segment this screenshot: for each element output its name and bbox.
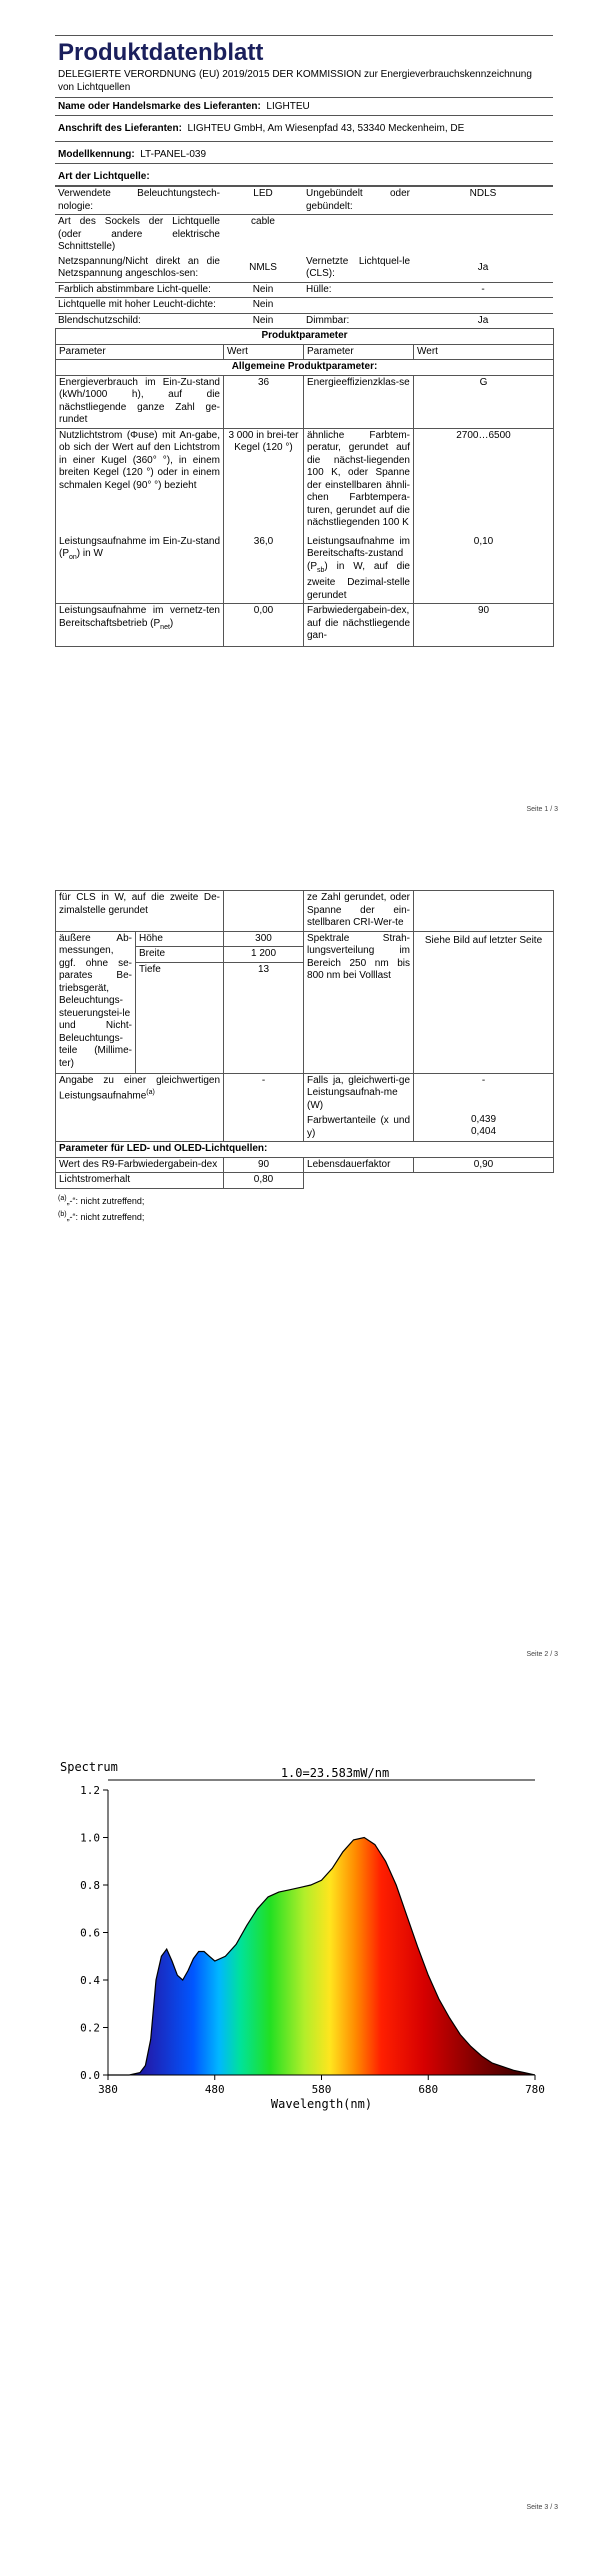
y-tick-label: 0.4: [80, 1974, 100, 1987]
psb-value: 0,10: [473, 535, 494, 547]
envelope-label: Hülle:: [303, 282, 413, 298]
x-tick-label: 680: [418, 2083, 439, 2096]
r9-label: Wert des R9-Farbwiedergabein-dex: [56, 1157, 224, 1173]
table-row: [55, 187, 553, 215]
table-row: [56, 1157, 554, 1173]
params-heading: Produktparameter: [56, 329, 554, 345]
col-param-2: Parameter: [304, 344, 414, 360]
flux-and-power-values: [224, 428, 304, 604]
pnet-label: Leistungsaufnahme im vernetz-ten Bereitschaftsbetrieb $(P_{net})$: [56, 604, 224, 647]
chroma-x: 0,439: [471, 1113, 497, 1125]
page-number-2: Seite 2 / 3: [526, 1651, 558, 1658]
cri-value: 90: [414, 604, 554, 647]
y-tick-label: 0.0: [80, 2069, 100, 2082]
cls-label: Vernetzte Lichtquel-le (CLS):: [306, 255, 410, 279]
equiv-power-value: -: [481, 1074, 486, 1086]
chart-annotation: 1.0=23.583mW/nm: [280, 1766, 390, 1780]
col-value-1: Wert: [224, 344, 304, 360]
x-tick-label: 480: [204, 2083, 225, 2096]
pon-value: 36,0: [253, 535, 274, 547]
table-row: [56, 891, 554, 932]
page-number-3: Seite 3 / 3: [526, 2504, 558, 2511]
table-row: [56, 1073, 554, 1142]
table-row: [56, 1173, 554, 1189]
lightsource-table: [55, 186, 553, 328]
lifetime-label: Lebensdauerfaktor: [304, 1157, 414, 1173]
footnotes: [55, 1192, 553, 1224]
footnote-a: $^{(a)}$„-“: nicht zutreffend;: [58, 1194, 145, 1206]
table-row: [56, 428, 554, 604]
page-2: [0, 835, 603, 1670]
col-value-2: Wert: [414, 344, 554, 360]
supplier-line: Name oder Handelsmarke des Lieferanten: LIGHTEU: [58, 101, 310, 112]
eclass-label: Energieeffizienzklas-se: [304, 375, 414, 428]
cri-label: Farbwiedergabein-dex, auf die nächstliegende gan-: [304, 604, 414, 647]
table-header-row: [56, 344, 554, 360]
color-value: Nein: [223, 282, 303, 298]
type-heading: Art der Lichtquelle:: [58, 171, 150, 182]
x-tick-label: 580: [311, 2083, 332, 2096]
r9-value: 90: [224, 1157, 304, 1173]
cct-and-standby-cell: [304, 428, 414, 604]
chroma-label: Farbwertanteile (x und y): [307, 1115, 411, 1139]
y-tick-label: 1.0: [80, 1831, 100, 1845]
cri-continued: ze Zahl gerundet, oder Spanne der ein-stellbaren CRI-Wer-te: [304, 891, 414, 932]
width-label: Breite: [136, 947, 224, 963]
width-value: 1 200: [224, 947, 304, 963]
spd-value: Siehe Bild auf letzter Seite: [414, 931, 554, 1073]
document-title: Produktdatenblatt: [58, 39, 264, 66]
y-tick-label: 0.8: [80, 1879, 100, 1892]
page-1: [0, 0, 603, 835]
psb-label: Leistungsaufnahme im Bereitschafts-zustand $(P_{sb})$ in W, auf die zweite Dezimal-stelle gerundet: [307, 535, 410, 601]
focus-value: NDLS: [413, 187, 553, 215]
pon-label: Leistungsaufnahme im Ein-Zu-stand $(P_{on})$ in W: [59, 535, 220, 561]
model-line: Modellkennung: LT-PANEL-039: [58, 149, 207, 160]
x-tick-label: 380: [98, 2083, 118, 2096]
pnet-value: 0,00: [224, 604, 304, 647]
table-row: [55, 255, 553, 283]
equiv-power-label: Falls ja, gleichwerti-ge Leistungsaufnah-me (W): [307, 1074, 411, 1111]
table-row: [56, 931, 554, 947]
y-tick-label: 0.6: [80, 1926, 100, 1940]
x-axis: [98, 2075, 545, 2096]
x-axis-label: Wavelength(nm): [270, 2097, 373, 2111]
product-params-table-cont: [55, 890, 554, 1189]
page-number-1: Seite 1 / 3: [526, 806, 558, 813]
product-params-table: [55, 328, 554, 647]
y-tick-label: 1.2: [80, 1784, 100, 1797]
led-heading: Parameter für LED- und OLED-Lichtquellen:: [56, 1142, 554, 1158]
dimmable-label: Dimmbar:: [303, 313, 413, 328]
general-heading: Allgemeine Produktparameter:: [56, 360, 554, 376]
color-label: Farblich abstimmbare Licht-quelle:: [55, 282, 223, 298]
equiv-chroma-values: [414, 1073, 554, 1142]
dimmable-value: Ja: [413, 313, 553, 328]
table-row: [55, 282, 553, 298]
flux-value: 3 000 in brei-ter Kegel (120 °): [228, 429, 299, 453]
y-axis: [80, 1784, 108, 2082]
high-luminance-value: Nein: [223, 298, 303, 314]
spd-label: Spektrale Strah-lungsverteilung im Bereich 250 nm bis 800 nm bei Volllast: [304, 931, 414, 1073]
envelope-value: -: [413, 282, 553, 298]
cct-and-standby-values: [414, 428, 554, 604]
depth-value: 13: [224, 962, 304, 1073]
address-line: Anschrift des Lieferanten: LIGHTEU GmbH, Am Wiesenpfad 43, 53340 Meckenheim, DE: [58, 123, 465, 134]
spectrum-chart: [60, 1755, 560, 2115]
cls-value: Ja: [477, 261, 489, 273]
chroma-y: 0,404: [471, 1126, 497, 1137]
high-luminance-label: Lichtquelle mit hoher Leucht-dichte:: [55, 298, 223, 314]
table-row: [55, 298, 553, 314]
flux-label: Nutzlichtstrom (Φuse) mit An-gabe, ob sich der Wert auf den Lichtstrom in einer Kugel (360° °), in einem breiten Kegel (120 °) oder in einem schmalen Kegel (90° °) bezieht: [59, 429, 220, 491]
equiv-power-cell: [304, 1073, 414, 1142]
table-row: [55, 313, 553, 328]
equiv-value: -: [224, 1073, 304, 1142]
cct-value: 2700…6500: [456, 429, 511, 441]
height-label: Höhe: [136, 931, 224, 947]
table-row: [56, 604, 554, 647]
glare-label: Blendschutzschild:: [55, 313, 223, 328]
depth-label: Tiefe: [136, 962, 224, 1073]
energy-value: 36: [224, 375, 304, 428]
col-param-1: Parameter: [56, 344, 224, 360]
mains-value: NMLS: [249, 261, 277, 273]
equiv-label: Angabe zu einer gleichwertigen Leistungsaufnahme$^{(a)}$: [56, 1073, 224, 1142]
tech-value: LED: [223, 187, 303, 215]
maintenance-value: 0,80: [224, 1173, 304, 1189]
mains-label: Netzspannung/Nicht direkt an die Netzspannung angeschlos-sen:: [58, 255, 220, 279]
datasheet-page-1: [55, 35, 553, 647]
eclass-value: G: [414, 375, 554, 428]
socket-label: Art des Sockels der Lichtquelle (oder andere elektrische Schnittstelle): [55, 215, 223, 255]
pnet-continued: für CLS in W, auf die zweite De-zimalstelle gerundet: [56, 891, 224, 932]
glare-value: Nein: [223, 313, 303, 328]
spectrum-area: [108, 1838, 535, 2076]
energy-label: Energieverbrauch im Ein-Zu-stand (kWh/1000 h), auf die nächstliegende ganze Zahl ge-rundet: [56, 375, 224, 428]
height-value: 300: [224, 931, 304, 947]
focus-label: Ungebündelt oder gebündelt:: [303, 187, 413, 215]
x-tick-label: 780: [525, 2083, 545, 2096]
table-row: [56, 375, 554, 428]
cct-label: ähnliche Farbtem-peratur, gerundet auf die nächst-liegenden 100 K, oder Spanne der einstellbaren ähnli-chen Farbtempera-turen, gerundet auf die nächstliegenden 100 K: [307, 429, 410, 528]
y-tick-label: 0.2: [80, 2021, 100, 2035]
socket-value: cable: [223, 215, 303, 255]
lifetime-value: 0,90: [414, 1157, 554, 1173]
table-row: [55, 215, 553, 255]
chart-title: Spectrum: [60, 1760, 118, 1774]
dims-label: äußere Ab-messungen, ggf. ohne se-parates Be-triebsgerät, Beleuchtungs-steuerungstei-le und Nicht-Beleuchtungs-teile (Millime-ter): [56, 931, 136, 1073]
footnote-b: $^{(b)}$„-“: nicht zutreffend;: [58, 1210, 145, 1222]
regulation-text: DELEGIERTE VERORDNUNG (EU) 2019/2015 DER KOMMISSION zur Energieverbrauchskennzeichnung von Lichtquellen: [58, 69, 532, 93]
page-3: [0, 1670, 603, 2560]
datasheet-page-2: [55, 890, 553, 1224]
maintenance-label: Lichtstromerhalt: [56, 1173, 224, 1189]
flux-and-power-cell: [56, 428, 224, 604]
tech-label: Verwendete Beleuchtungstech-nologie:: [55, 187, 223, 215]
